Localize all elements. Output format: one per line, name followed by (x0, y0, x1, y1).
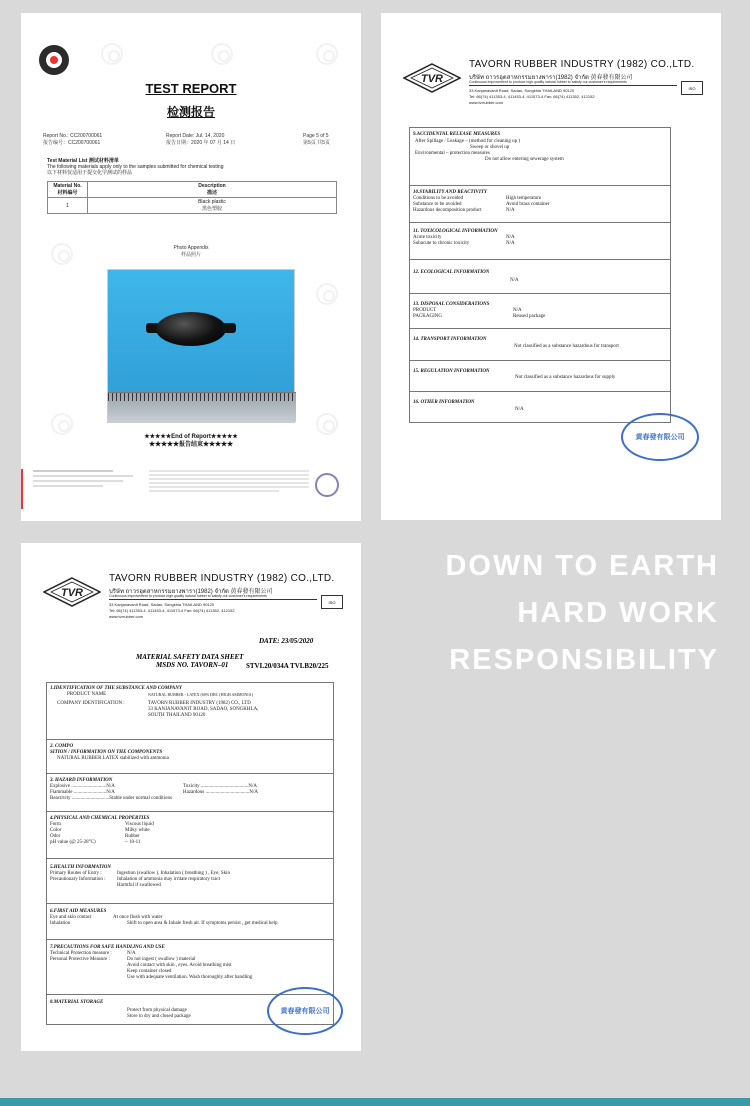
test-report-page (21, 13, 361, 521)
section-line: Eye and skin contact (50, 915, 92, 920)
section-4 (47, 811, 333, 858)
photo-appendix-label: Photo Appendix 样品照片 (173, 245, 209, 258)
section-value: N/A (515, 407, 524, 412)
section-value: 33 KANJANAVANIT ROAD, SADAO, SONGKHLA, (148, 707, 259, 712)
msds-number: MSDS NO. TAVORN–01 (156, 661, 229, 669)
iso-cert-icon: ISO (321, 595, 343, 609)
company-name-thai: บริษัท ถาวรอุตสาหกรรมยางพารา(1982) จำกัด 黄春發有限公司 (469, 75, 633, 81)
section-line: Do not allow entering sewerage system (485, 157, 564, 162)
section-line: Hazardous decomposition product (413, 208, 482, 213)
section-heading: 2. COMPO (50, 744, 74, 749)
table-row (48, 198, 337, 214)
section-line: PRODUCT NAME (67, 692, 107, 697)
ruler (108, 392, 296, 422)
company-name: TAVORN RUBBER INDUSTRY (1982) CO.,LTD. (109, 573, 335, 584)
section-value: Harmful if swallowed (117, 883, 161, 888)
footer-accent (21, 469, 23, 509)
section-line: Form (50, 822, 61, 827)
table-cell: 1 (48, 198, 88, 214)
section-line: Color (50, 828, 62, 833)
section-heading: 8.MATERIAL STORAGE (50, 1000, 104, 1005)
end-of-report: ★★★★★End of Report★★★★★ ★★★★★报告结束★★★★★ (144, 434, 238, 448)
section-13 (410, 293, 670, 328)
section-11 (410, 222, 670, 259)
section-value: N/A (513, 308, 522, 313)
material-list-intro (47, 158, 337, 176)
watermark-icon (101, 43, 123, 65)
section-line: pH value (@ 25-28°C) (50, 840, 96, 845)
section-value: Avoid contact with skin , eyes. Avoid breathing mist (127, 963, 232, 968)
material-list-title: Test Material List 测试材料清单 (47, 158, 119, 164)
page-counter-cn: 第5页 共5页 (303, 140, 330, 146)
seal-text: 黄春發有限公司 (280, 1007, 330, 1015)
section-value: N/A (506, 208, 515, 213)
section-value: N/A (506, 241, 515, 246)
section-2 (47, 739, 333, 773)
footer-terms (149, 468, 334, 494)
watermark-icon (211, 43, 233, 65)
section-heading: 1.IDENTIFICATION OF THE SUBSTANCE AND COMPANY (50, 686, 182, 691)
section-12 (410, 259, 670, 293)
section-line: Primary Routes of Entry : (50, 871, 102, 876)
tvr-logo-icon (43, 577, 101, 607)
section-value: Reused package (513, 314, 546, 319)
section-10 (410, 185, 670, 222)
bottom-accent-bar (0, 1098, 750, 1106)
section-value: Store in dry and closed package (127, 1014, 191, 1019)
section-heading: 6.FIRST AID MEASURES (50, 909, 107, 914)
page-counter (303, 133, 330, 147)
company-seal-icon (621, 413, 699, 461)
section-line: Reactivity ..............................Stable under normal conditions (50, 796, 172, 801)
msds-page-1 (21, 543, 361, 1051)
section-value: Not classified as a substance hazardous for supply (515, 375, 616, 380)
svg-text:TVR: TVR (61, 587, 83, 599)
footer-address (33, 468, 153, 490)
slogan-line-1: DOWN TO EARTH (445, 550, 719, 582)
section-line: Explosive ............................N/A (50, 784, 115, 789)
section-value: N/A (506, 235, 515, 240)
section-line: Sweep or shovel up (470, 145, 510, 150)
report-date (166, 133, 235, 147)
table-cell: Black plastic 黑色塑胶 (88, 198, 337, 214)
slogan-line-3: RESPONSIBILITY (449, 644, 719, 676)
divider (109, 599, 317, 600)
msds-page-2 (381, 13, 721, 520)
watermark-icon (316, 283, 338, 305)
section-16 (410, 391, 670, 424)
section-heading: 12. ECOLOGICAL INFORMATION (413, 270, 490, 275)
section-value: Ingestion (swallow ), Inhalation ( breathing ) , Eye, Skin (117, 871, 231, 876)
section-line: Acute toxicity (413, 235, 442, 240)
seal-text: 黄春發有限公司 (635, 433, 685, 441)
sample-photo (107, 269, 295, 423)
section-heading: 15. REGULATION INFORMATION (413, 369, 490, 374)
watermark-icon (51, 413, 73, 435)
msds-table (409, 127, 671, 423)
table-header-cell: Description 描述 (88, 182, 337, 198)
lab-seal-icon (315, 473, 339, 497)
section-1 (47, 683, 333, 739)
msds-table (46, 682, 334, 1025)
section-line: Personal Protective Measure : (50, 957, 110, 962)
section-value: TAVORN RUBBER INDUSTRY (1982) CO., LTD (148, 701, 251, 706)
section-line: Conditions to be avoided (413, 196, 464, 201)
section-14 (410, 328, 670, 360)
iso-cert-icon: ISO (681, 81, 703, 95)
page-counter-en: Page 5 of 5 (303, 133, 329, 139)
section-line: Precautionary Information : (50, 877, 106, 882)
section-value: Milky white (125, 828, 150, 833)
page-title: TEST REPORT (145, 81, 237, 96)
section-heading: 5.HEALTH INFORMATION (50, 865, 112, 870)
section-line: After Spillage / Leakage – (method for cleaning up ) (415, 139, 521, 144)
sheet-title: MATERIAL SAFETY DATA SHEET (136, 653, 244, 661)
section-5 (47, 858, 333, 903)
section-line: NATURAL RUBBER LATEX stabilized with ammonia (57, 756, 169, 761)
company-name: TAVORN RUBBER INDUSTRY (1982) CO.,LTD. (469, 59, 695, 70)
company-phone: Tel: 66(74) 411353-4, 411453-4, 411573-4 Fax: 66(74) 411352, 412152 (109, 608, 235, 613)
rubber-bulb (156, 312, 226, 346)
company-address: 33 Kanjanavanit Road, Sadao, Songkhla THAILAND 90120 (469, 88, 575, 93)
section-value: ~ 10-11 (125, 840, 141, 845)
section-line: Technical Protection measure : (50, 951, 112, 956)
section-value: Keep container closed (127, 969, 172, 974)
section-value: Do not ingest ( swallow ) material (127, 957, 196, 962)
watermark-icon (316, 43, 338, 65)
page-subtitle: 检测报告 (166, 105, 215, 119)
material-table (47, 181, 337, 214)
letterhead (43, 573, 343, 617)
section-line: Environmental – protection measures (415, 151, 490, 156)
slogan-line-2: HARD WORK (517, 597, 719, 629)
document-date: DATE: 23/05/2020 (259, 637, 314, 645)
table-header-cell: Material No. 材料编号 (48, 182, 88, 198)
section-heading: 13. DISPOSAL CONSIDERATIONS (413, 302, 490, 307)
company-name-thai: บริษัท ถาวรอุตสาหกรรมยางพารา(1982) จำกัด 黄春發有限公司 (109, 589, 273, 595)
lab-logo-icon (39, 45, 69, 75)
section-line: PRODUCT (413, 308, 437, 313)
section-value: Rubber (125, 834, 140, 839)
section-value: SOUTH THAILAND 90120 (148, 713, 206, 718)
section-line: PACKAGING (413, 314, 442, 319)
section-value: Inhalation of ammonia may irritate respiratory tract (117, 877, 221, 882)
company-seal-icon (267, 987, 343, 1035)
watermark-icon (316, 413, 338, 435)
section-value: Avoid brass container (506, 202, 550, 207)
company-web: www.tvrrubber.com (109, 614, 144, 619)
section-value: N/A (127, 951, 136, 956)
company-address: 33 Kanjanavanit Road, Sadao, Songkhla THAILAND 90120 (109, 602, 215, 607)
section-value: Toxicity ......................................N/A (183, 784, 257, 789)
section-heading: SITION / INFORMATION ON THE COMPONENTS (50, 750, 163, 755)
section-value: Protect from physical damage (127, 1008, 187, 1013)
svg-text:TVR: TVR (421, 73, 443, 85)
section-9 (410, 128, 670, 185)
section-line: Odor (50, 834, 61, 839)
section-heading: 7.PRECAUTIONS FOR SAFE HANDLING AND USE (50, 945, 165, 950)
section-value: Hazardous ...................................N/A (183, 790, 258, 795)
section-value: N/A (510, 278, 519, 283)
section-15 (410, 360, 670, 391)
company-tagline: Continuous improvement to produce high quality natural rubber to satisfy our customer's requirements (109, 594, 267, 598)
bulb-nozzle-right (222, 323, 236, 333)
report-number-en: Report No.: CC200700061 (43, 133, 103, 139)
company-web: www.tvrrubber.com (469, 100, 504, 105)
section-value: High temperature (506, 196, 542, 201)
section-value: Not classified as a substance hazardous for transport (514, 344, 619, 349)
material-list-line-cn: 以下材料仅适用于提交化学测试的样品 (47, 170, 133, 176)
section-heading: 3. HAZARD INFORMATION (50, 778, 113, 783)
product-codes: STVL20/034A TVLB20/225 (246, 662, 329, 670)
section-heading: 14. TRANSPORT INFORMATION (413, 337, 487, 342)
tvr-logo-icon (403, 63, 461, 93)
section-value: Viscous liquid (125, 822, 154, 827)
section-value: Use with adequate ventilation. Wash thoroughly after handling (127, 975, 253, 980)
report-number (43, 133, 102, 147)
report-number-cn: 报告编号：CC200700061 (43, 140, 101, 146)
section-heading: 4.PHYSICAL AND CHEMICAL PROPERTIES (50, 816, 150, 821)
material-list-line: The following materials apply only to the samples submitted for chemical testing (47, 164, 224, 170)
table-header-row (48, 182, 337, 198)
section-heading: 9.ACCIDENTAL RELEASE MEASURES (413, 132, 501, 137)
section-6 (47, 903, 333, 939)
section-7 (47, 939, 333, 994)
section-heading: 11. TOXICOLOGICAL INFORMATION (413, 229, 498, 234)
section-value: Shift to open area & Inhale fresh air. If symptoms persist , get medical help (127, 921, 278, 926)
report-date-cn: 报告日期：2020 年 07 月 14 日 (166, 140, 236, 146)
section-line: Inhalation (50, 921, 71, 926)
company-tagline: Continuous improvement to produce high quality natural rubber to satisfy our customer's requirements (469, 80, 627, 84)
section-heading: 16. OTHER INFORMATION (413, 400, 475, 405)
section-line: COMPANY IDENTIFICATION : (57, 701, 125, 706)
letterhead (403, 59, 703, 103)
section-heading: 10.STABILITY AND REACTIVITY (413, 190, 487, 195)
section-line: Substance to be avoided (413, 202, 462, 207)
section-line: Subacute to chronic toxicity (413, 241, 470, 246)
section-value: NATURAL RUBBER - LATEX (60% DRC (HIGH AMMONIA) (148, 692, 253, 697)
divider (469, 85, 677, 86)
section-3 (47, 773, 333, 811)
section-value: At once flush with water (113, 915, 163, 920)
section-line: Flammable ..........................N/A (50, 790, 115, 795)
company-phone: Tel: 66(74) 411353-4, 411453-4, 411573-4 Fax: 66(74) 411352, 412152 (469, 94, 595, 99)
report-date-en: Report Date: Jul. 14, 2020 (166, 133, 225, 139)
